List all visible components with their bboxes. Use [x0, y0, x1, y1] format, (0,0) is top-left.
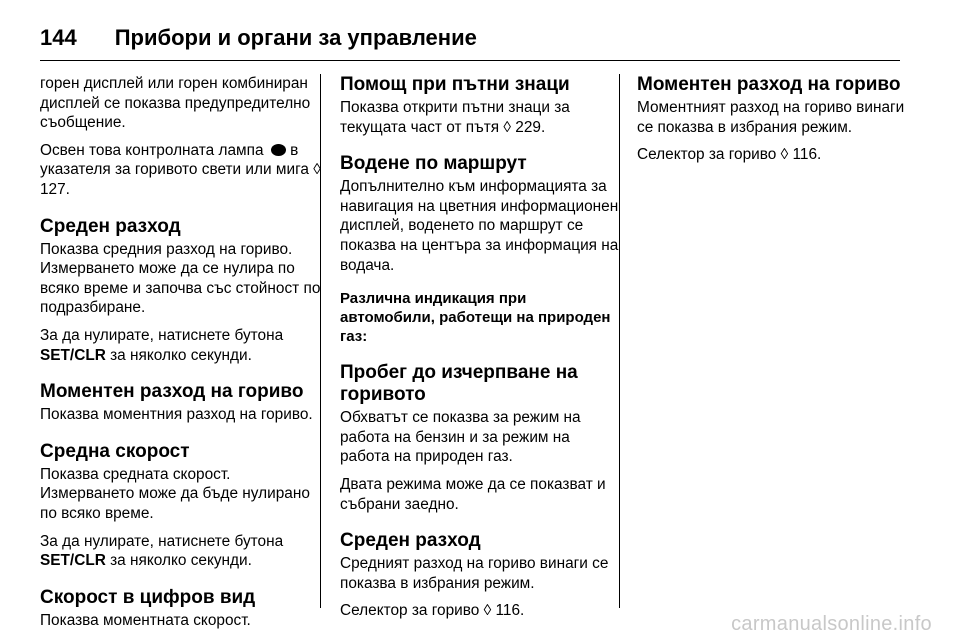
section-heading: Средна скорост — [40, 440, 190, 462]
page-title: Прибори и органи за управление — [114, 25, 477, 50]
paragraph: Показва моментния разход на гориво. — [40, 406, 313, 424]
paragraph: горен дисплей или горен комбиниран дисплей се показва предупредително съобщение. — [40, 75, 311, 132]
page-reference: 229. — [515, 118, 546, 136]
subsection-heading: Различна индикация при автомобили, работещи на природен газ: — [340, 290, 611, 346]
section-heading: Пробег до изчерпване на горивото — [340, 362, 578, 406]
column-3 — [637, 74, 919, 173]
page-header — [40, 18, 900, 58]
section-heading: Среден разход — [40, 215, 181, 237]
reference-icon: ◊ — [313, 161, 321, 179]
section-heading: Моментен разход на гориво — [40, 381, 304, 403]
paragraph: Показва моментната скорост. — [40, 611, 251, 629]
column-1 — [40, 74, 322, 638]
paragraph: Допълнително към информацията за навигация на цветния информационен дисплей, воденето по маршрут се показва на центъра за информация на водача. — [340, 178, 619, 274]
reference-icon: ◊ — [503, 118, 512, 136]
paragraph: Селектор за гориво ◊ 116. — [340, 602, 525, 620]
fuel-warning-lamp-icon — [271, 144, 286, 156]
paragraph: Освен това контролната лампа в указателя за горивото свети или мига ◊ 127. — [40, 141, 321, 198]
paragraph: Двата режима може да се показват и събрани заедно. — [340, 475, 606, 513]
page-reference: 127. — [40, 180, 70, 198]
paragraph: Обхватът се показва за режим на работа на бензин и за режим на работа на природен газ. — [340, 409, 581, 466]
paragraph: Показва открити пътни знаци за текущата част от пътя ◊ 229. — [340, 99, 570, 136]
paragraph: Селектор за гориво ◊ 116. — [637, 146, 822, 164]
paragraph: Показва средния разход на гориво. Измерването може да се нулира по всяко време и започва със стойност по подразбиране. — [40, 240, 321, 317]
section-heading: Среден разход — [340, 530, 481, 552]
header-rule — [40, 60, 900, 61]
button-name: SET/CLR — [40, 552, 106, 570]
page-number: 144 — [40, 25, 77, 50]
reference-icon: ◊ — [780, 146, 789, 164]
page-reference: 116. — [495, 602, 525, 620]
section-heading: Скорост в цифров вид — [40, 586, 256, 608]
paragraph: Средният разход на гориво винаги се показва в избрания режим. — [340, 555, 609, 592]
reference-icon: ◊ — [483, 602, 492, 620]
paragraph: Показва средната скорост. Измерването може да бъде нулирано по всяко време. — [40, 465, 310, 522]
watermark: carmanualsonline.info — [731, 613, 932, 635]
section-heading: Помощ при пътни знаци — [340, 74, 570, 95]
column-2 — [340, 74, 622, 629]
paragraph: За да нулирате, натиснете бутона SET/CLR за няколко секунди. — [40, 326, 284, 364]
paragraph: За да нулирате, натиснете бутона SET/CLR за няколко секунди. — [40, 532, 284, 570]
section-heading: Моментен разход на гориво — [637, 74, 901, 95]
page-reference: 116. — [792, 146, 822, 164]
button-name: SET/CLR — [40, 346, 106, 364]
section-heading: Водене по маршрут — [340, 153, 527, 175]
paragraph: Моментният разход на гориво винаги се показва в избрания режим. — [637, 99, 905, 136]
